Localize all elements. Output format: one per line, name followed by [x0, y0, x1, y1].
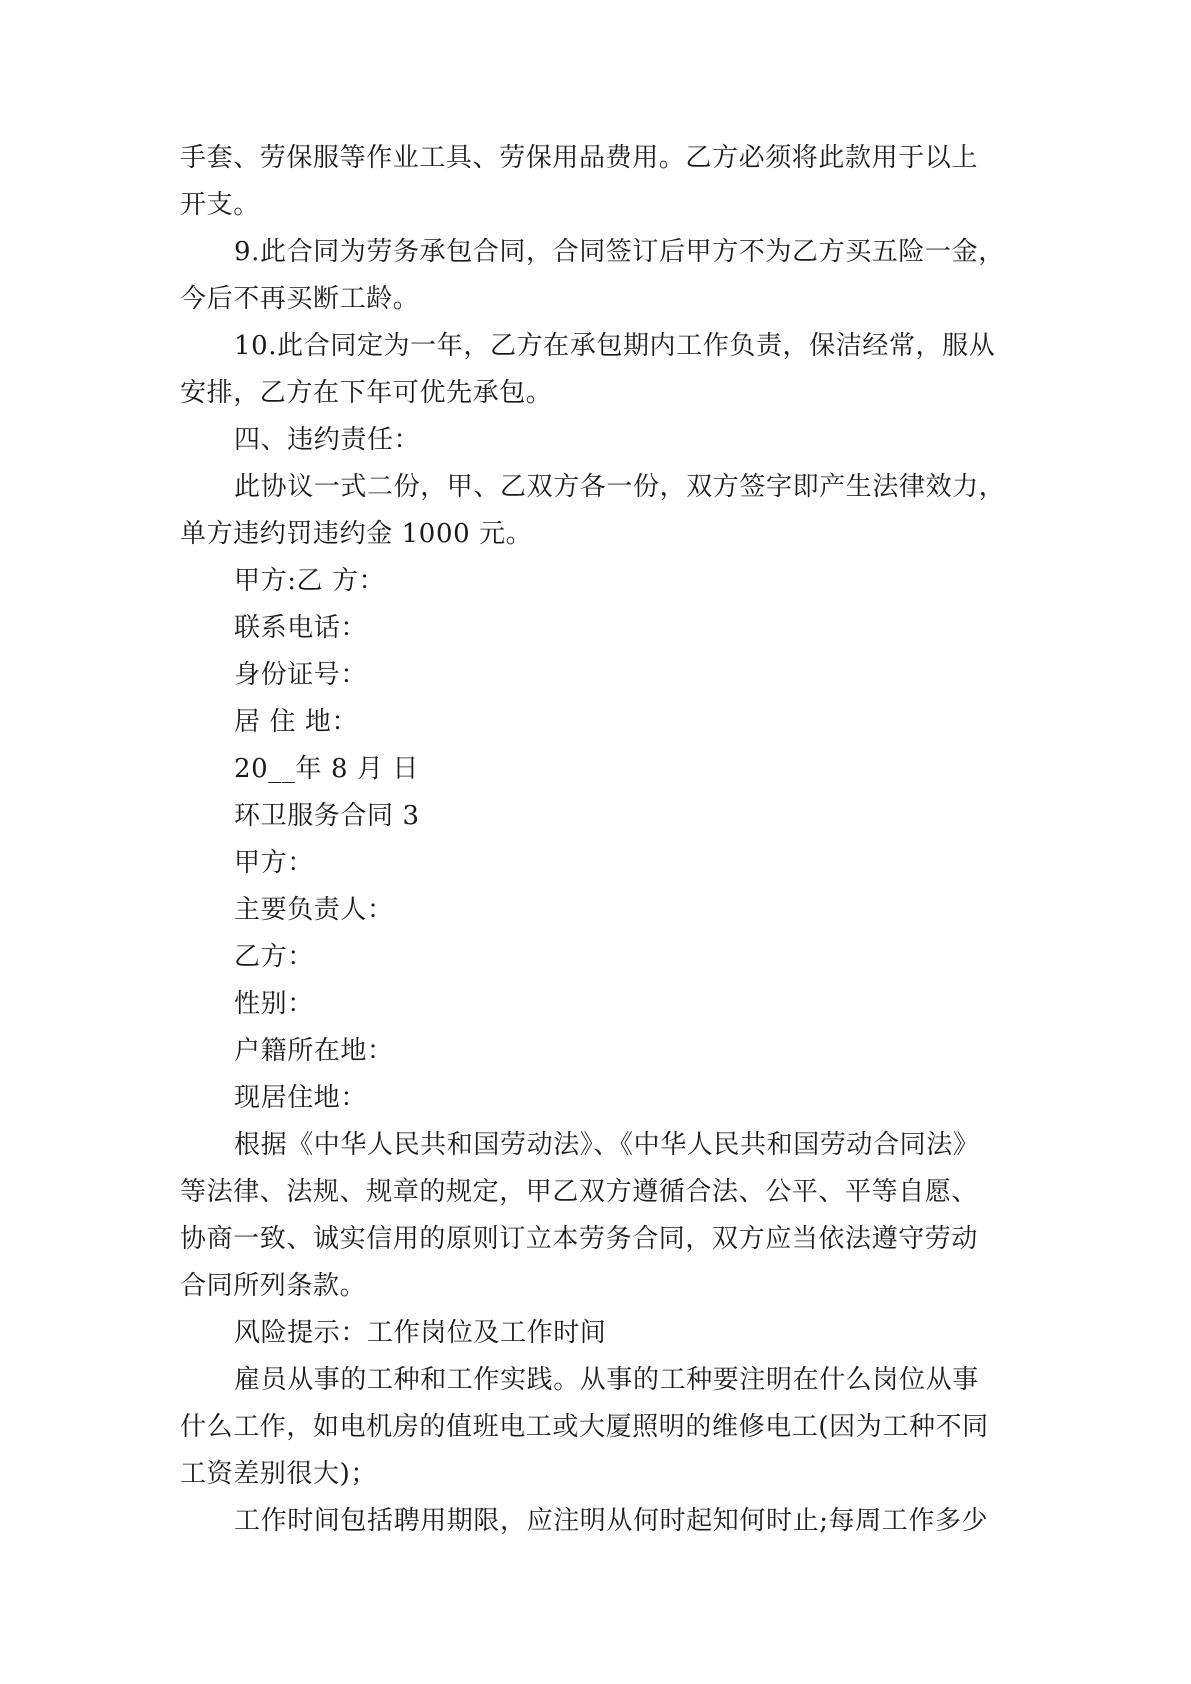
paragraph-line: 9.此合同为劳务承包合同，合同签订后甲方不为乙方买五险一金， — [234, 237, 1005, 267]
paragraph-line: 雇员从事的工种和工作实践。从事的工种要注明在什么岗位从事 — [234, 1365, 979, 1395]
paragraph-line: 10.此合同定为一年，乙方在承包期内工作负责，保洁经常，服从 — [234, 331, 996, 361]
signature-parties: 甲方:乙 方： — [234, 566, 386, 596]
paragraph-line: 开支。 — [180, 190, 260, 220]
household-registration-label: 户籍所在地： — [234, 1036, 394, 1066]
section-heading: 四、违约责任： — [234, 425, 421, 455]
paragraph-line: 等法律、法规、规章的规定，甲乙双方遵循合法、公平、平等自愿、 — [180, 1177, 979, 1207]
principal-label: 主要负责人： — [234, 895, 394, 925]
paragraph-line: 此协议一式二份，甲、乙双方各一份，双方签字即产生法律效力， — [234, 472, 1006, 502]
paragraph-line: 什么工作，如电机房的值班电工或大厦照明的维修电工(因为工种不同 — [180, 1412, 989, 1442]
id-number-label: 身份证号： — [234, 660, 368, 690]
paragraph-line: 协商一致、诚实信用的原则订立本劳务合同，双方应当依法遵守劳动 — [180, 1224, 979, 1254]
contract-title: 环卫服务合同 3 — [234, 801, 420, 831]
date-line: 20__年 8 月 日 — [234, 754, 420, 784]
paragraph-line: 安排，乙方在下年可优先承包。 — [180, 378, 553, 408]
party-a-label: 甲方： — [234, 848, 314, 878]
risk-notice-heading: 风险提示：工作岗位及工作时间 — [234, 1318, 607, 1348]
paragraph-line: 单方违约罚违约金 1000 元。 — [180, 519, 533, 549]
paragraph-line: 根据《中华人民共和国劳动法》、《中华人民共和国劳动合同法》 — [234, 1130, 980, 1160]
paragraph-line: 今后不再买断工龄。 — [180, 284, 420, 314]
residence-label: 居 住 地： — [234, 707, 359, 737]
document-body — [180, 135, 1015, 1545]
gender-label: 性别： — [234, 989, 314, 1019]
paragraph-line: 工作时间包括聘用期限，应注明从何时起知何时止;每周工作多少 — [234, 1506, 989, 1536]
paragraph-line: 合同所列条款。 — [180, 1271, 367, 1301]
current-residence-label: 现居住地： — [234, 1083, 368, 1113]
party-b-label: 乙方： — [234, 942, 314, 972]
paragraph-line: 手套、劳保服等作业工具、劳保用品费用。乙方必须将此款用于以上 — [180, 143, 979, 173]
contact-phone-label: 联系电话： — [234, 613, 368, 643]
paragraph-line: 工资差别很大)； — [180, 1459, 377, 1489]
